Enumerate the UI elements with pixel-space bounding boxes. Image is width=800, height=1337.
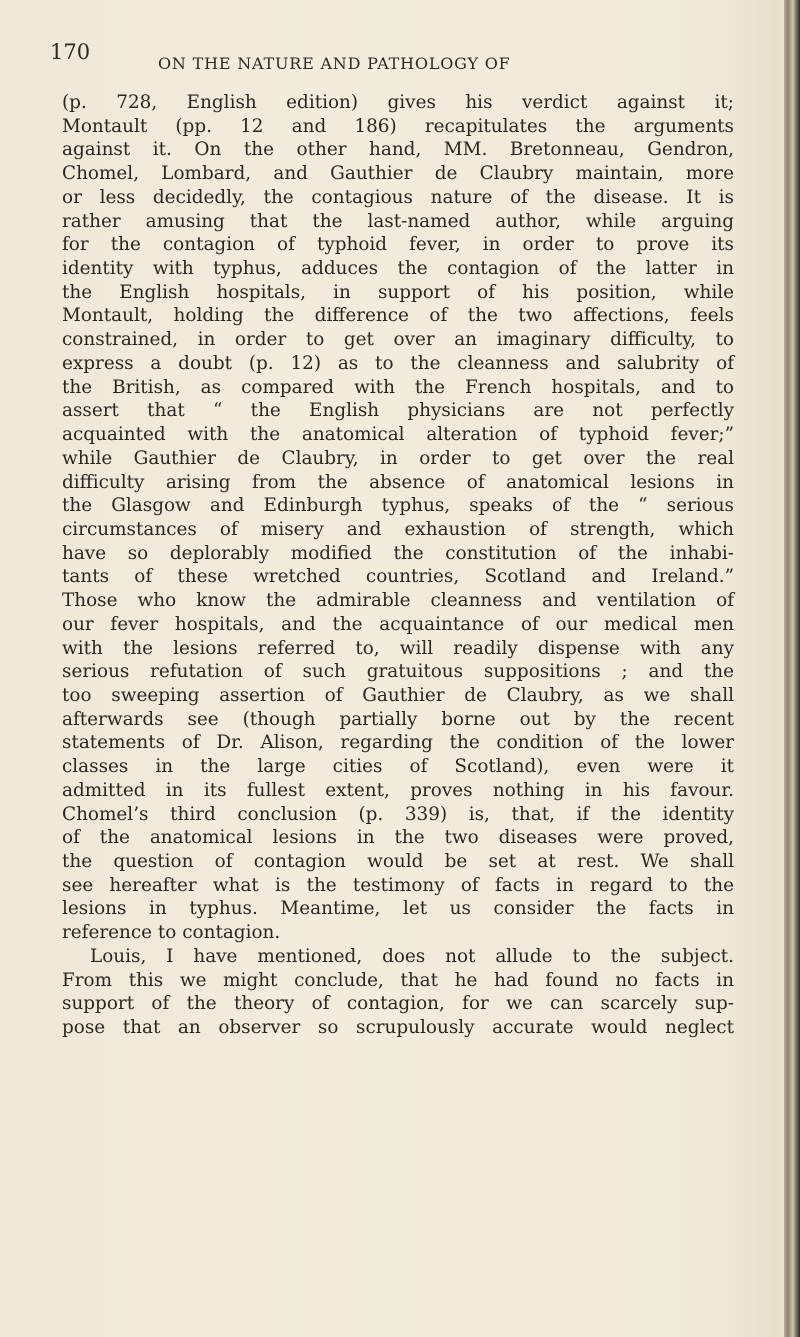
text-line: the English hospitals, in support of his position, while <box>62 281 734 303</box>
text-line: Montault (pp. 12 and 186) recapitulates the arguments <box>62 115 734 137</box>
text-line: identity with typhus, adduces the contagion of the latter in <box>62 258 734 280</box>
text-line: admitted in its fullest extent, proves nothing in his favour. <box>62 779 734 801</box>
text-line: the British, as compared with the French hospitals, and to <box>62 376 734 398</box>
text-line: support of the theory of contagion, for we can scarcely sup- <box>62 993 734 1015</box>
text-line: or less decidedly, the contagious nature of the disease. It is <box>62 186 734 208</box>
text-line: afterwards see (though partially borne out by the recent <box>62 708 734 730</box>
text-line: express a doubt (p. 12) as to the cleanness and salubrity of <box>62 352 734 374</box>
text-line: with the lesions referred to, will readily dispense with any <box>62 637 734 659</box>
text-line: serious refutation of such gratuitous suppositions ; and the <box>62 661 734 683</box>
text-line: against it. On the other hand, MM. Bretonneau, Gendron, <box>62 139 734 161</box>
text-line: Those who know the admirable cleanness and ventilation of <box>62 590 734 612</box>
text-line: have so deplorably modified the constitution of the inhabi- <box>62 542 734 564</box>
text-line: tants of these wretched countries, Scotland and Ireland.” <box>62 566 734 588</box>
text-line: difficulty arising from the absence of anatomical lesions in <box>62 471 734 493</box>
text-line: our fever hospitals, and the acquaintance of our medical men <box>62 613 734 635</box>
text-line: statements of Dr. Alison, regarding the condition of the lower <box>62 732 734 754</box>
paragraph-end-line: reference to contagion. <box>62 922 281 944</box>
running-head: ON THE NATURE AND PATHOLOGY OF <box>158 54 511 73</box>
text-line: rather amusing that the last-named author, while arguing <box>62 210 734 232</box>
text-line: assert that “ the English physicians are not perfectly <box>62 400 734 422</box>
text-line: pose that an observer so scrupulously accurate would neglect <box>62 1017 734 1039</box>
text-line: Chomel, Lombard, and Gauthier de Claubry maintain, more <box>62 163 734 185</box>
text-line: circumstances of misery and exhaustion of strength, which <box>62 518 734 540</box>
text-line: acquainted with the anatomical alteration of typhoid fever;” <box>62 424 734 446</box>
text-line: classes in the large cities of Scotland), even were it <box>62 756 734 778</box>
paragraph-start-line: Louis, I have mentioned, does not allude to the subject. <box>90 945 734 967</box>
text-line: of the anatomical lesions in the two diseases were proved, <box>62 827 734 849</box>
text-line: see hereafter what is the testimony of facts in regard to the <box>62 874 734 896</box>
page-number: 170 <box>50 40 91 64</box>
text-line: lesions in typhus. Meantime, let us consider the facts in <box>62 898 734 920</box>
text-line: for the contagion of typhoid fever, in order to prove its <box>62 234 734 256</box>
text-line: Chomel’s third conclusion (p. 339) is, that, if the identity <box>62 803 734 825</box>
text-line: the question of contagion would be set at rest. We shall <box>62 851 734 872</box>
page-edge-shadow <box>784 0 800 1337</box>
text-line: From this we might conclude, that he had found no facts in <box>62 969 734 991</box>
text-line: the Glasgow and Edinburgh typhus, speaks of the “ serious <box>62 495 734 517</box>
text-line: while Gauthier de Claubry, in order to get over the real <box>62 447 734 469</box>
text-line: constrained, in order to get over an imaginary difficulty, to <box>62 329 734 351</box>
text-line: too sweeping assertion of Gauthier de Claubry, as we shall <box>62 684 734 706</box>
body-text <box>62 91 734 1040</box>
text-line: (p. 728, English edition) gives his verdict against it; <box>62 92 734 113</box>
text-line: Montault, holding the difference of the two affections, feels <box>62 305 734 327</box>
